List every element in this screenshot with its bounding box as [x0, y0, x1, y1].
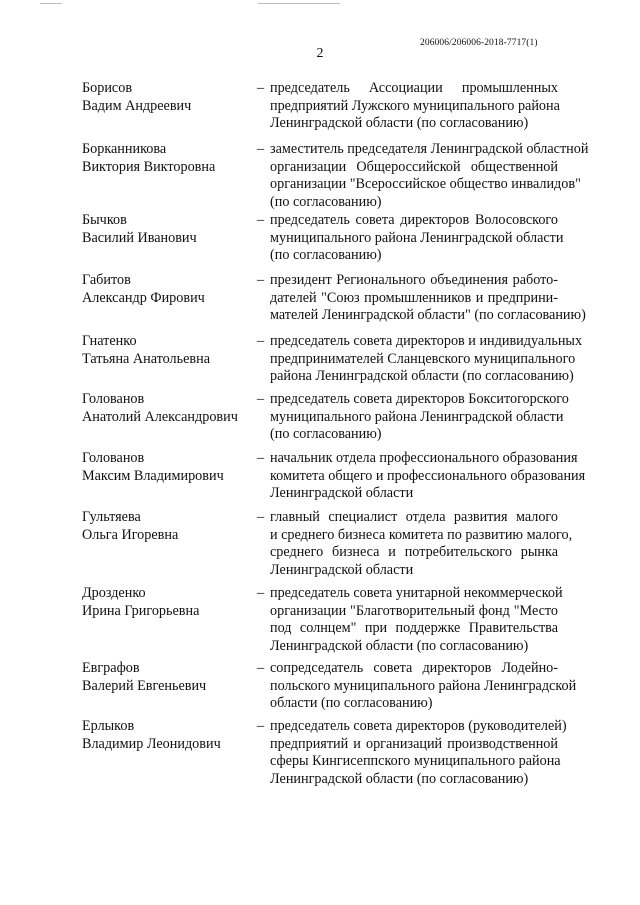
dash-separator: – — [257, 391, 265, 407]
position-description — [270, 333, 583, 386]
page-number: 2 — [316, 46, 324, 61]
given-names: Анатолий Александрович — [82, 408, 238, 425]
surname: Борисов — [82, 80, 133, 96]
description-line: предпринимателей Сланцевского муниципального — [270, 350, 576, 367]
description-line: начальник отдела профессионального образования — [270, 450, 578, 466]
person-name — [82, 450, 265, 485]
description-line: и среднего бизнеса комитета по развитию малого, — [270, 526, 573, 543]
description-line: Ленинградской области (по согласованию) — [270, 115, 529, 131]
document-registration-number: 206006/206006-2018-7717(1) — [420, 38, 538, 48]
description-line: сопредседатель совета директоров Лодейно- — [270, 660, 558, 676]
given-names: Максим Владимирович — [82, 467, 224, 484]
description-line: председатель Ассоциации промышленных — [270, 80, 558, 96]
position-description — [270, 80, 558, 133]
surname: Дрозденко — [82, 585, 146, 601]
description-line: организации "Всероссийское общество инвалидов" — [270, 176, 581, 192]
given-names: Валерий Евгеньевич — [82, 677, 207, 694]
person-name — [82, 272, 265, 307]
description-line: Ленинградской области — [270, 561, 414, 578]
description-line: главный специалист отдела развития малого — [270, 509, 558, 525]
position-description — [270, 212, 564, 265]
given-names: Вадим Андреевич — [82, 97, 192, 114]
given-names: Василий Иванович — [82, 229, 197, 246]
dash-separator: – — [257, 141, 265, 157]
dash-separator: – — [257, 333, 265, 349]
description-line: предприятий и организаций производственной — [270, 735, 558, 752]
description-line: председатель совета директоров Бокситогорского — [270, 391, 569, 407]
position-description — [270, 272, 586, 325]
dash-separator: – — [257, 660, 265, 676]
description-line: (по согласованию) — [270, 247, 382, 263]
description-line: председатель совета унитарной некоммерческой — [270, 585, 563, 601]
description-line: дателей "Союз промышленников и предприни- — [270, 289, 558, 306]
position-description — [270, 141, 589, 211]
person-name — [82, 718, 265, 753]
description-line: Ленинградской области — [270, 485, 414, 501]
description-line: под солнцем" при поддержке Правительства — [270, 620, 558, 636]
given-names: Виктория Викторовна — [82, 158, 216, 175]
dash-separator: – — [257, 718, 265, 734]
surname: Борканникова — [82, 141, 167, 157]
person-name — [82, 391, 265, 426]
description-line: муниципального района Ленинградской области — [270, 229, 564, 246]
surname: Голованов — [82, 450, 145, 466]
description-line: Ленинградской области (по согласованию) — [270, 770, 529, 787]
dash-separator: – — [257, 450, 265, 466]
position-description — [270, 450, 586, 503]
surname: Бычков — [82, 212, 127, 228]
dash-separator: – — [257, 585, 265, 601]
position-description — [270, 718, 567, 788]
surname: Ерлыков — [82, 718, 135, 734]
dash-separator: – — [257, 509, 265, 525]
surname: Габитов — [82, 272, 131, 288]
person-name — [82, 585, 265, 620]
description-line: Ленинградской области (по согласованию) — [270, 637, 529, 654]
description-line: предприятий Лужского муниципального района — [270, 97, 560, 114]
description-line: председатель совета директоров (руководителей) — [270, 718, 567, 734]
scan-artifact-mark — [258, 3, 340, 4]
person-name — [82, 141, 265, 176]
description-line: председатель совета директоров Волосовского — [270, 212, 558, 228]
dash-separator: – — [257, 272, 265, 288]
position-description — [270, 585, 563, 655]
dash-separator: – — [257, 212, 265, 228]
description-line: муниципального района Ленинградской области — [270, 408, 564, 425]
description-line: сферы Кингисеппского муниципального района — [270, 753, 561, 769]
person-name — [82, 80, 265, 115]
person-name — [82, 212, 265, 247]
position-description — [270, 509, 573, 579]
surname: Гультяева — [82, 509, 141, 525]
position-description — [270, 660, 577, 713]
description-line: среднего бизнеса и потребительского рынка — [270, 544, 558, 560]
given-names: Ирина Григорьевна — [82, 602, 200, 619]
description-line: председатель совета директоров и индивидуальных — [270, 333, 583, 349]
description-line: заместитель председателя Ленинградской областной — [270, 141, 589, 157]
given-names: Ольга Игоревна — [82, 526, 179, 543]
surname: Гнатенко — [82, 333, 137, 349]
description-line: польского муниципального района Ленинградской — [270, 677, 577, 694]
scan-artifact-mark — [40, 3, 62, 4]
description-line: организации Общероссийской общественной — [270, 158, 558, 175]
surname: Голованов — [82, 391, 145, 407]
dash-separator: – — [257, 80, 265, 96]
description-line: мателей Ленинградской области" (по согласованию) — [270, 307, 586, 323]
given-names: Татьяна Анатольевна — [82, 350, 210, 367]
description-line: (по согласованию) — [270, 426, 382, 442]
given-names: Владимир Леонидович — [82, 735, 221, 752]
description-line: района Ленинградской области (по согласованию) — [270, 368, 574, 384]
person-name — [82, 660, 265, 695]
given-names: Александр Фирович — [82, 289, 205, 306]
description-line: президент Регионального объединения работо- — [270, 272, 558, 288]
description-line: (по согласованию) — [270, 193, 382, 210]
description-line: комитета общего и профессионального образования — [270, 467, 586, 484]
description-line: области (по согласованию) — [270, 695, 433, 711]
position-description — [270, 391, 569, 444]
description-line: организации "Благотворительный фонд "Место — [270, 602, 558, 619]
person-name — [82, 509, 265, 544]
person-name — [82, 333, 265, 368]
surname: Евграфов — [82, 660, 140, 676]
